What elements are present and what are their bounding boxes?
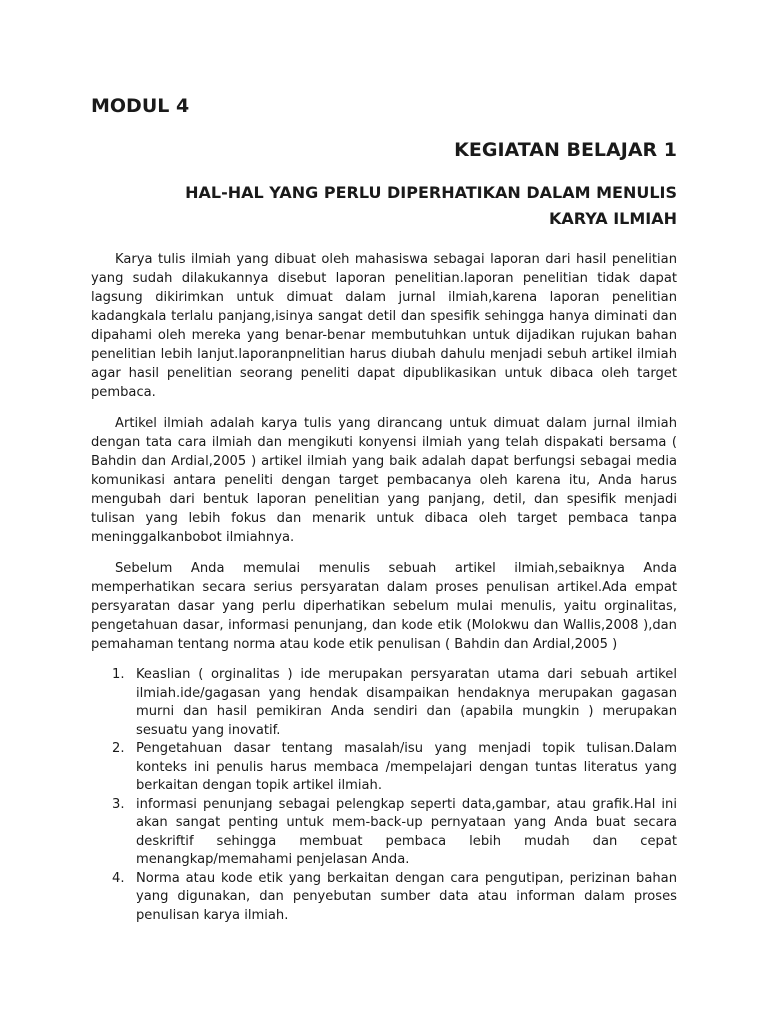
paragraph-intro: Karya tulis ilmiah yang dibuat oleh mahasiswa sebagai laporan dari hasil penelitian yang sudah dilakukannya disebut laporan penelitian.laporan penelitian tidak dapat lagsung dikirimkan untuk dimuat dalam jurnal ilmiah,karena laporan penelitian kadangkala terlalu panjang,isinya sangat detil dan spesifik sehingga hanya diminati dan dipahami oleh mereka yang benar-benar membutuhkan untuk dijadikan rujukan bahan penelitian lebih lanjut.laporanpnelitian harus diubah dahulu menjadi sebuh artikel ilmiah agar hasil penelitian seorang peneliti dapat dipublikasikan untuk dibaca oleh target pembaca. xyxy=(91,252,677,400)
document-page xyxy=(91,90,677,925)
list-item xyxy=(91,666,677,740)
module-title: MODUL 4 xyxy=(91,95,190,117)
list-item xyxy=(91,740,677,796)
paragraph-definition: Artikel ilmiah adalah karya tulis yang dirancang untuk dimuat dalam jurnal ilmiah dengan tata cara ilmiah dan mengikuti konyensi ilmiah yang telah dispakati bersama ( Bahdin dan Ardial,2005 ) artikel ilmiah yang baik adalah dapat berfungsi sebagai media komunikasi antara peneliti dengan target pembacanya oleh karena itu, Anda harus mengubah dari bentuk laporan penelitian yang panjang, detil, dan spesifik menjadi tulisan yang lebih fokus dan menarik untuk dibaca oleh target pembaca tanpa meninggalkanbobot ilmiahnya. xyxy=(91,416,677,545)
paragraph-requirements: Sebelum Anda memulai menulis sebuah artikel ilmiah,sebaiknya Anda memperhatikan secara serius persyaratan dalam proses penulisan artikel.Ada empat persyaratan dasar yang perlu diperhatikan sebelum mulai menulis, yaitu orginalitas, pengetahuan dasar, informasi penunjang, dan kode etik (Molokwu dan Wallis,2008 ),dan pemahaman tentang norma atau kode etik penulisan ( Bahdin dan Ardial,2005 ) xyxy=(91,561,677,652)
list-item-text: Norma atau kode etik yang berkaitan dengan cara pengutipan, perizinan bahan yang digunakan, dan penyebutan sumber data atau informan dalam proses penulisan karya ilmiah. xyxy=(136,870,677,923)
requirements-list xyxy=(91,666,677,925)
section-title xyxy=(91,180,677,232)
list-item-text: Pengetahuan dasar tentang masalah/isu yang menjadi topik tulisan.Dalam konteks ini penulis harus membaca /mempelajari dengan tuntas literatus yang berkaitan dengan topik artikel ilmiah. xyxy=(136,741,677,793)
list-item-text: informasi penunjang sebagai pelengkap seperti data,gambar, atau grafik.Hal ini akan sangat penting untuk mem-back-up pernyataan yang Anda buat secara deskriftif sehingga membuat pembaca lebih mudah dan cepat menangkap/memahami penjelasan Anda. xyxy=(136,796,677,867)
section-title-line-2: KARYA ILMIAH xyxy=(548,209,677,228)
list-item-number: 4. xyxy=(112,870,125,886)
list-item xyxy=(91,870,677,926)
list-item-number: 2. xyxy=(112,741,125,756)
activity-title: KEGIATAN BELAJAR 1 xyxy=(454,139,677,161)
list-item-number: 1. xyxy=(112,667,125,682)
list-item-text: Keaslian ( orginalitas ) ide merupakan persyaratan utama dari sebuah artikel ilmiah.ide/gagasan yang hendak disampaikan hendaknya merupakan gagasan murni dan hasil pemikiran Anda sendiri dan (apabila mungkin ) merupakan sesuatu yang inovatif. xyxy=(136,667,677,738)
section-title-line-1: HAL-HAL YANG PERLU DIPERHATIKAN DALAM MENULIS xyxy=(185,183,677,202)
list-item-number: 3. xyxy=(112,796,125,812)
list-item xyxy=(91,796,677,870)
